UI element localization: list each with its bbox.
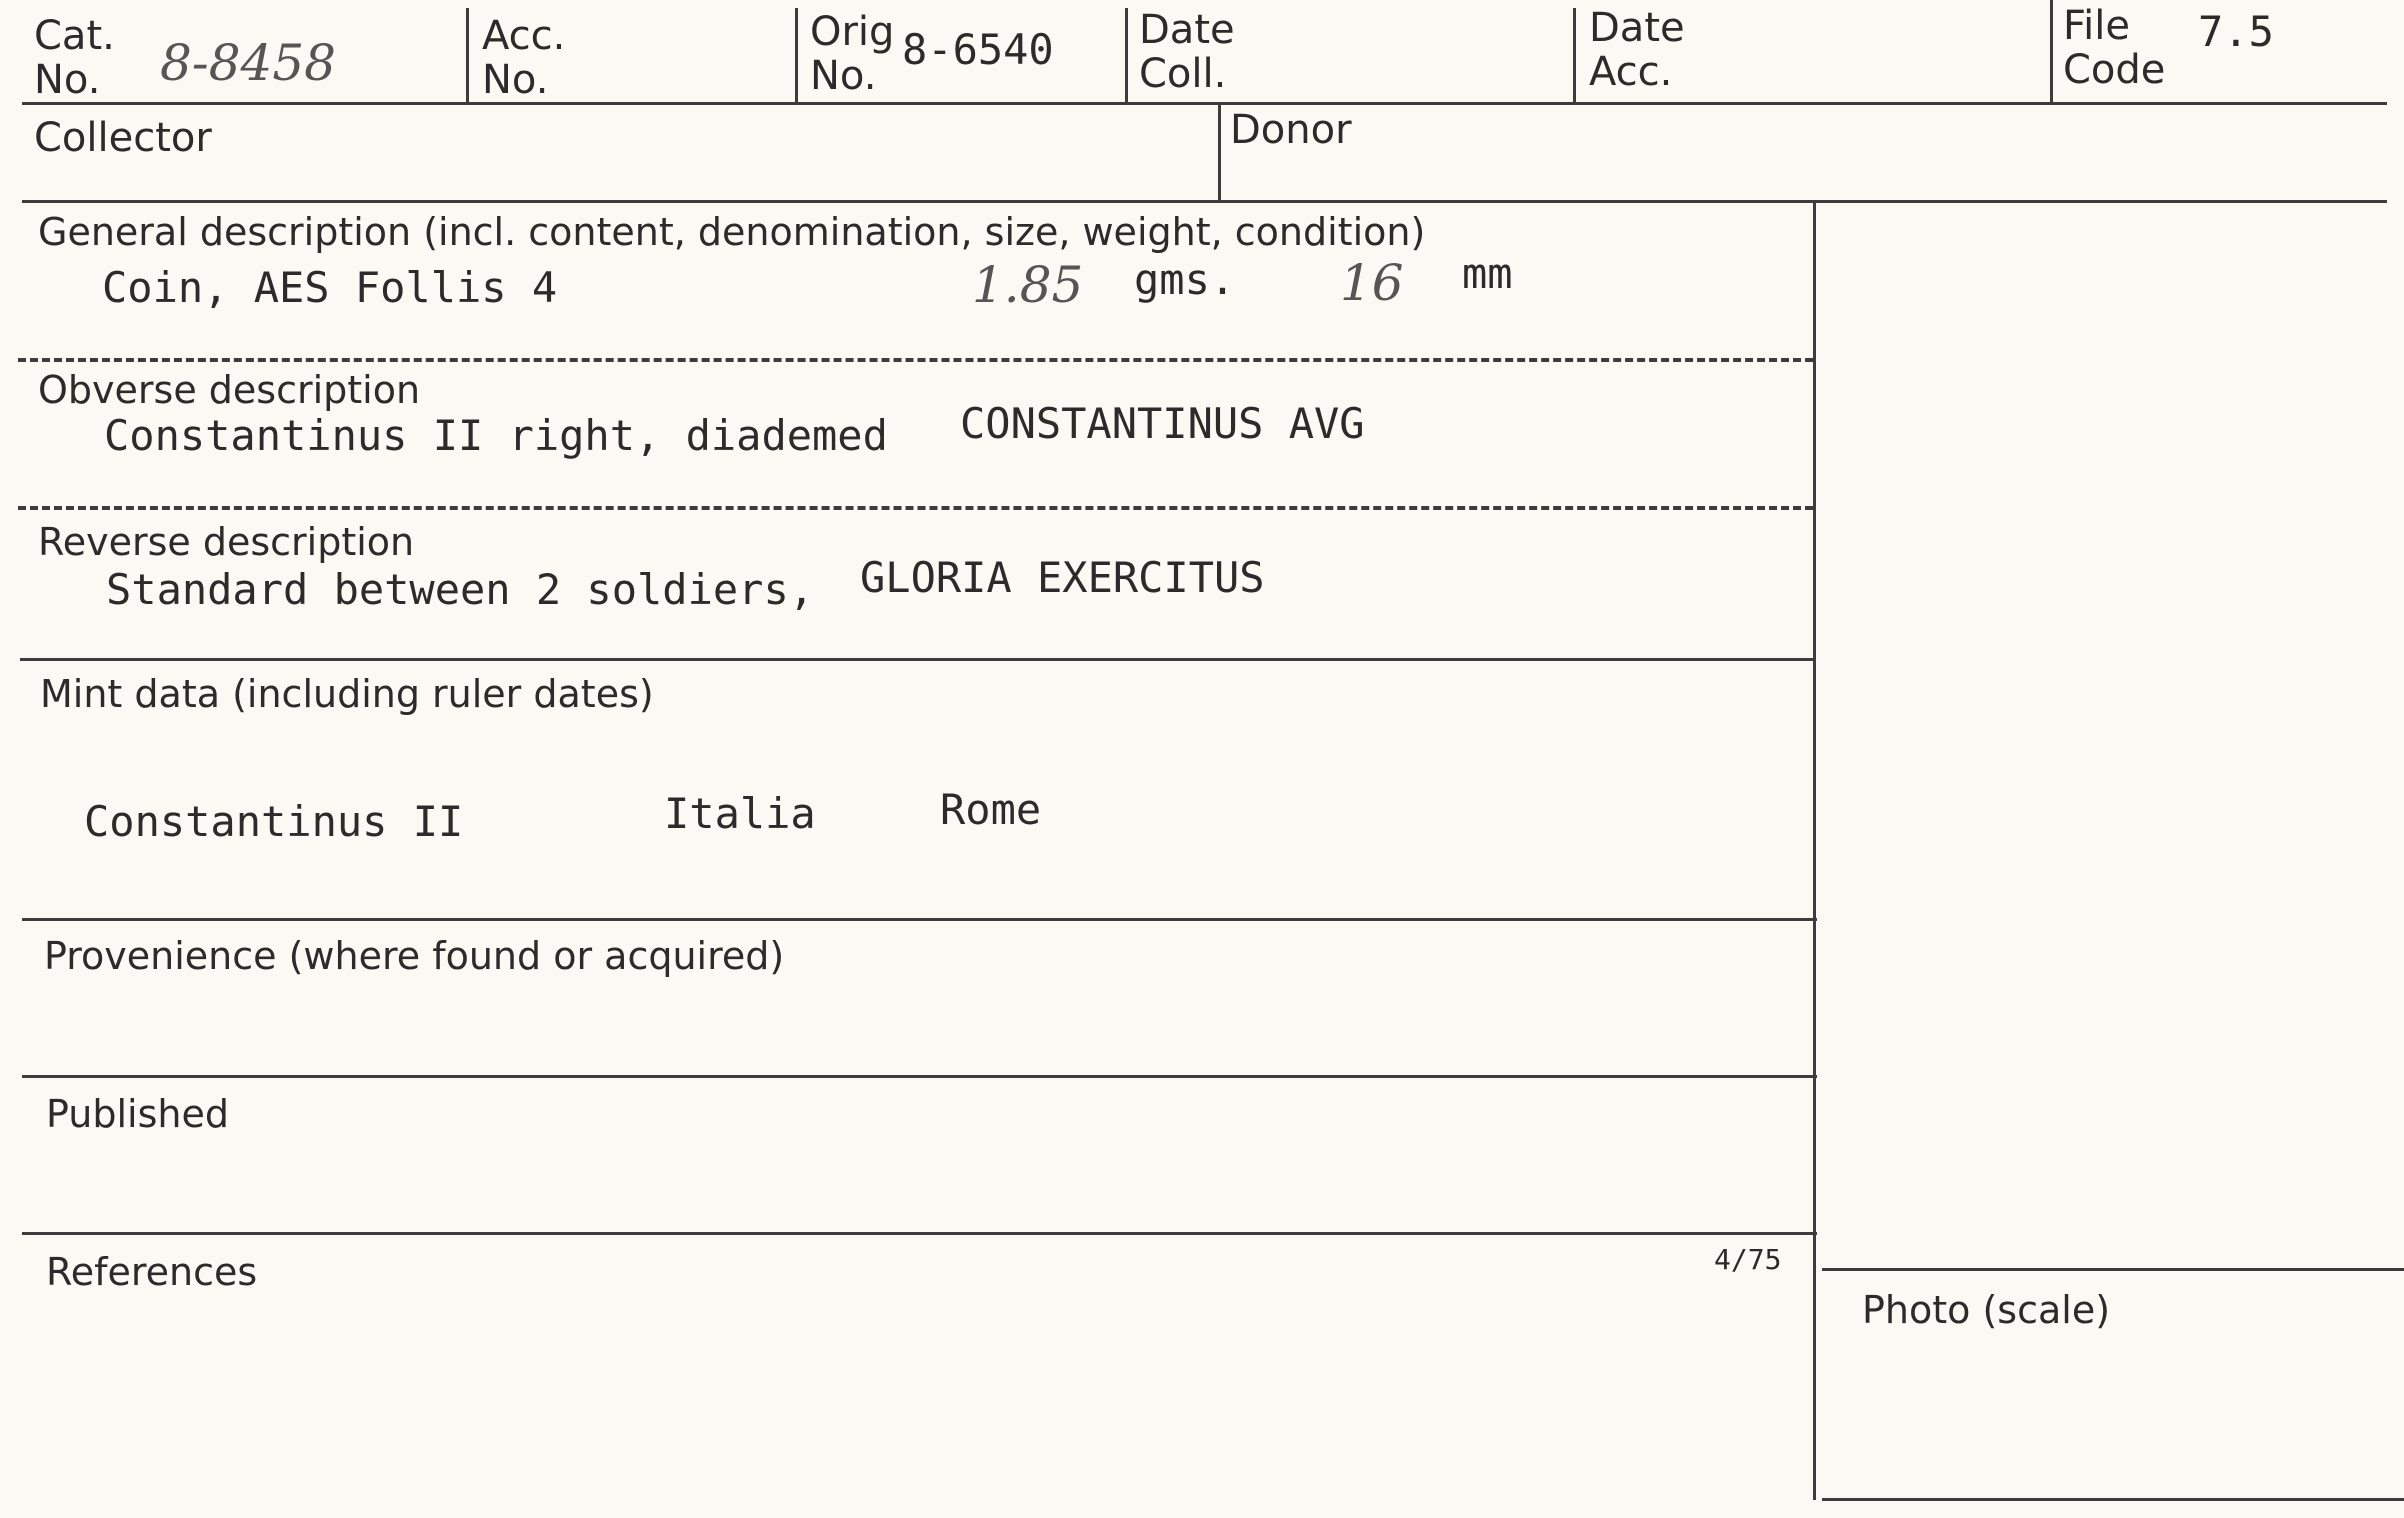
obverse-legend: CONSTANTINUS AVG xyxy=(960,399,1365,448)
header-divider-5 xyxy=(2050,0,2053,104)
mint-ruler: Constantinus II xyxy=(84,797,464,846)
header-divider-4 xyxy=(1573,8,1576,104)
orig-number-value: 8-6540 xyxy=(902,25,1054,74)
collector-donor-divider xyxy=(1218,104,1221,202)
size-value: 16 xyxy=(1340,254,1404,312)
header-divider-1 xyxy=(466,8,469,104)
card-bottom-rule xyxy=(1822,1498,2404,1501)
general-description-text: Coin, AES Follis 4 xyxy=(102,263,558,312)
general-bottom-rule xyxy=(18,358,1813,362)
cat-label-line1: Cat. xyxy=(34,13,115,59)
obverse-description-label: Obverse description xyxy=(38,368,421,412)
weight-unit: gms. xyxy=(1134,255,1236,304)
mint-city: Rome xyxy=(940,785,1042,834)
collector-label: Collector xyxy=(34,115,212,161)
date-acc-label-line2: Acc. xyxy=(1589,49,1673,95)
reverse-bottom-rule xyxy=(20,658,1815,661)
references-label: References xyxy=(46,1250,258,1294)
form-code: 4/75 xyxy=(1714,1243,1782,1276)
file-code-label-line2: Code xyxy=(2063,47,2166,93)
reverse-description-text: Standard between 2 soldiers, xyxy=(106,565,815,614)
orig-label-line2: No. xyxy=(810,53,877,99)
date-acc-label-line1: Date xyxy=(1589,5,1685,51)
header-bottom-rule xyxy=(22,102,2387,105)
published-bottom-rule xyxy=(22,1232,1817,1235)
acc-label-line1: Acc. xyxy=(482,13,566,59)
obverse-bottom-rule xyxy=(18,506,1813,510)
size-unit: mm xyxy=(1462,249,1513,298)
header-divider-3 xyxy=(1125,8,1128,104)
file-code-value: 7.5 xyxy=(2198,7,2274,56)
mint-region: Italia xyxy=(664,789,816,838)
provenience-label: Provenience (where found or acquired) xyxy=(44,934,785,978)
mint-bottom-rule xyxy=(22,918,1817,921)
published-label: Published xyxy=(46,1092,229,1136)
reverse-legend: GLORIA EXERCITUS xyxy=(860,553,1265,602)
general-description-label: General description (incl. content, denomination, size, weight, condition) xyxy=(38,210,1426,254)
header-divider-2 xyxy=(795,8,798,104)
cat-number-value: 8-8458 xyxy=(160,34,336,92)
weight-value: 1.85 xyxy=(972,256,1084,314)
photo-scale-label: Photo (scale) xyxy=(1862,1288,2111,1332)
provenience-bottom-rule xyxy=(22,1075,1817,1078)
reverse-description-label: Reverse description xyxy=(38,520,415,564)
obverse-description-text: Constantinus II right, diademed xyxy=(104,411,888,460)
date-coll-label-line1: Date xyxy=(1139,7,1235,53)
file-code-label-line1: File xyxy=(2063,3,2130,49)
mint-data-label: Mint data (including ruler dates) xyxy=(40,672,654,716)
photo-column-divider xyxy=(1813,200,1816,1500)
date-coll-label-line2: Coll. xyxy=(1139,51,1227,97)
photo-top-rule xyxy=(1822,1268,2404,1271)
orig-label-line1: Orig xyxy=(810,9,895,55)
collector-bottom-rule xyxy=(22,200,2387,203)
donor-label: Donor xyxy=(1230,107,1352,153)
cat-label-line2: No. xyxy=(34,57,101,103)
acc-label-line2: No. xyxy=(482,57,549,103)
